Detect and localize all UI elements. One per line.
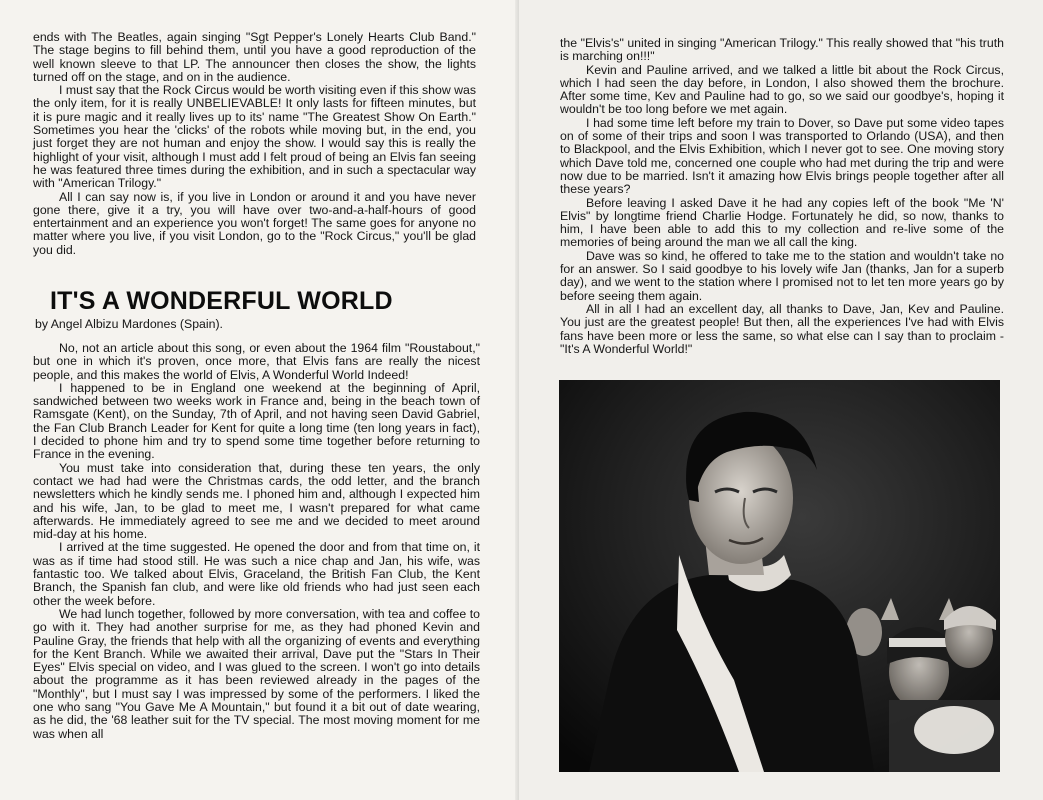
right-page — [519, 0, 1043, 800]
article-body-right — [560, 37, 1004, 356]
elvis-photo — [559, 380, 1000, 772]
paragraph: I arrived at the time suggested. He opened the door and from that time on, it was as if time had stood still. He was such a nice chap and Jan, his wife, was fantastic too. We talked about Elvis, Graceland, the British Fan Club, the Kent Branch, the Spanish fan club, and were like old friends who had just seen each other the week before. — [33, 540, 480, 608]
paragraph: Before leaving I asked Dave it he had any copies left of the book "Me 'N' Elvis" by longtime friend Charlie Hodge. Fortunately he did, so now, thanks to him, I have been able to add this to my collection and re-live some of the memories of being around the man we all call the king. — [560, 195, 1004, 250]
paragraph: the "Elvis's" united in singing "American Trilogy." This really showed that "his truth is marching on!!!" — [560, 36, 1004, 64]
article-headline: IT'S A WONDERFUL WORLD — [50, 287, 393, 315]
paragraph: We had lunch together, followed by more conversation, with tea and coffee to go with it. They had another surprise for me, as they had phoned Kevin and Pauline Gray, the friends that help with all the organizing of events and everything for the Kent Branch. While we awaited their arrival, Dave put the "Stars In Their Eyes" Elvis special on video, and I was glued to the screen. I won't go into details about the programme as it has been reviewed already in the pages of the "Monthly", but I must say I was impressed by some of the performers. I liked the one who sang "You Gave Me A Mountain," but found it a bit out of date wearing, as he did, the '68 leather suit for the TV special. The most moving moment for me was when all — [33, 606, 480, 741]
left-page — [0, 0, 519, 800]
paragraph: I must say that the Rock Circus would be worth visiting even if this show was the only item, for it is really UNBELIEVABLE! It only lasts for fifteen minutes, but it is pure magic and it really lives up to its' name "The Greatest Show On Earth." Sometimes you hear the 'clicks' of the robots while moving but, in the end, you just forget they are not human and enjoy the show. I would say this is really the highlight of your visit, although I must add I felt proud of being an Elvis fan seeing he was featured three times during the exhibition, and in such a spectacular way with "American Trilogy." — [33, 83, 476, 191]
article-byline: by Angel Albizu Mardones (Spain). — [35, 317, 223, 331]
paragraph: Kevin and Pauline arrived, and we talked a little bit about the Rock Circus, which I had seen the day before, in London, I also showed them the brochure. After some time, Kev and Pauline had to go, so we said our goodbye's, hoping it wouldn't be too long before we met again. — [560, 62, 1004, 117]
paragraph: All I can say now is, if you live in London or around it and you have never gone there, give it a try, you will have over two-and-a-half-hours of good entertainment and an experience you won't forget! The same goes for anyone no matter where you live, if you visit London, go to the "Rock Circus," you'll be glad you did. — [33, 189, 476, 257]
intro-text — [33, 31, 476, 257]
paragraph: All in all I had an excellent day, all thanks to Dave, Jan, Kev and Pauline. You just are the greatest people! But then, all the experiences I've had with Elvis fans have been more or less the same, so what else can I say than to proclaim - "It's A Wonderful World!" — [560, 301, 1004, 356]
paragraph: No, not an article about this song, or even about the 1964 film "Roustabout," but one in which it's proven, once more, that Elvis fans are really the nicest people, and this makes the world of Elvis, A Wonderful World Indeed! — [33, 341, 480, 382]
paragraph: I happened to be in England one weekend at the beginning of April, sandwiched between two weeks work in France and, being in the beach town of Ramsgate (Kent), on the Sunday, 7th of April, and not having seen David Gabriel, the Fan Club Branch Leader for Kent for quite a long time (ten long years in fact), I decided to phone him and try to spend some time together before returning to France in the evening. — [33, 380, 480, 462]
paragraph: I had some time left before my train to Dover, so Dave put some video tapes on of some of their trips and soon I was transported to Orlando (USA), and then to Blackpool, and the Elvis Exhibition, which I never got to see. One moving story which Dave told me, concerned one couple who had met during the trip and were now due to be married. Isn't it amazing how Elvis brings people together after all these years? — [560, 115, 1004, 197]
paragraph: Dave was so kind, he offered to take me to the station and wouldn't take no for an answer. So I said goodbye to his lovely wife Jan (thanks, Jan for a superb day), and we went to the station where I promised not to let ten more years go by before seeing them again. — [560, 248, 1004, 303]
paragraph: ends with The Beatles, again singing "Sgt Pepper's Lonely Hearts Club Band." The stage begins to fill behind them, until you have a good reproduction of the well known sleeve to that LP. The announcer then closes the show, the lights turned off on the stage, and on in the audience. — [33, 30, 476, 84]
paragraph: You must take into consideration that, during these ten years, the only contact we had had were the Christmas cards, the odd letter, and the branch newsletters which he kindly sends me. I phoned him and, although I expected him and his wife, Jan, to be glad to meet me, I wasn't prepared for what came afterwards. He immediately agreed to see me and we decided to meet around mid-day at his home. — [33, 460, 480, 542]
article-body-left — [33, 342, 480, 741]
